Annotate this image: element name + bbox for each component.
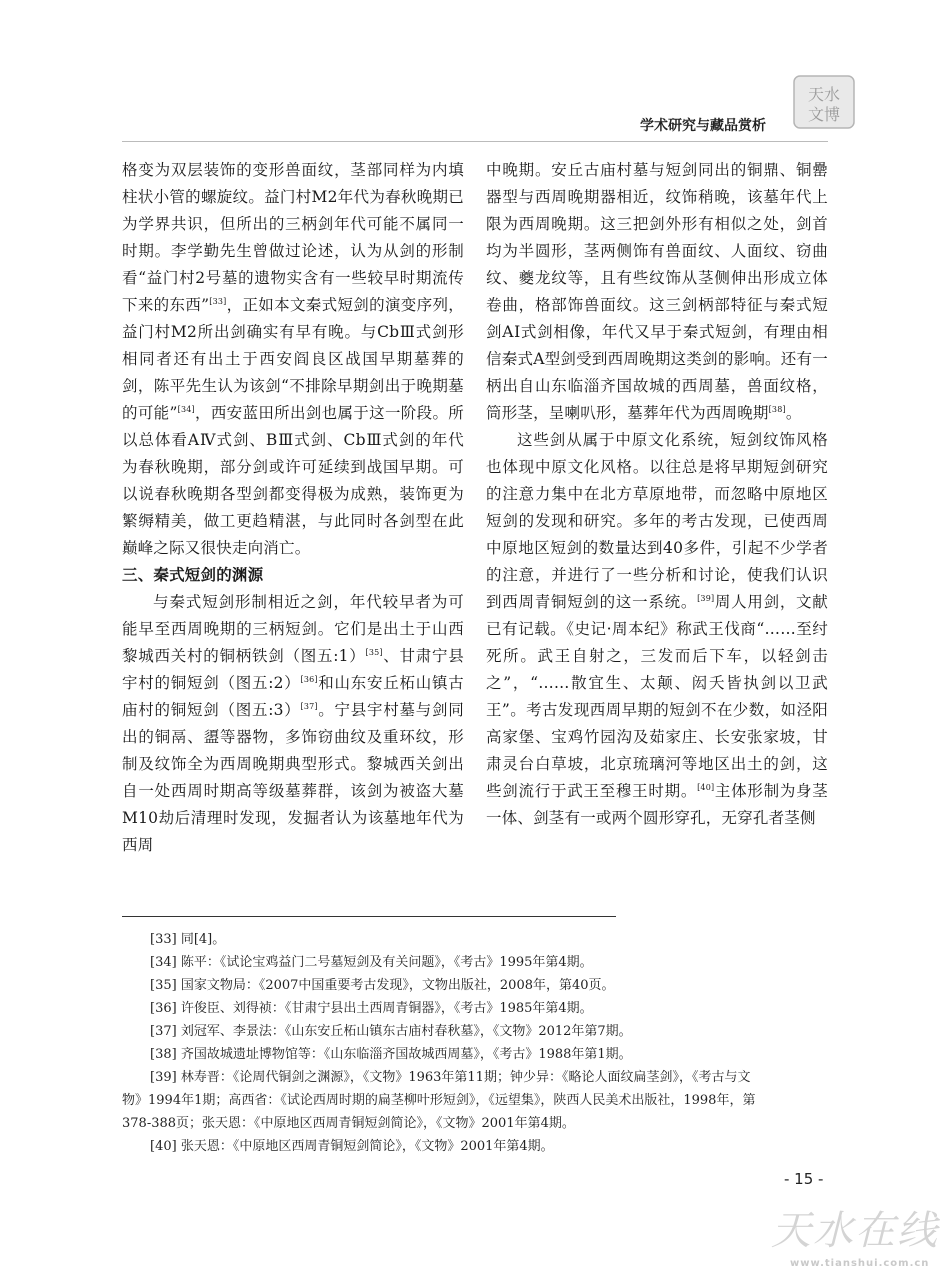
paragraph-text: 中晚期。安丘古庙村墓与短剑同出的铜鼎、铜罍器型与西周晚期器相近，纹饰稍晚，该墓年代上限为西周晚期。这三把剑外形有相似之处，剑首均为半圆形，茎两侧饰有兽面纹、人面纹、窃曲纹、夔龙纹等，且有些纹饰从茎侧伸出形成立体卷曲，格部饰兽面纹。这三剑柄部特征与秦式短剑AⅠ式剑相像，年代又早于秦式短剑，有理由相信秦式A型剑受到西周晚期这类剑的影响。还有一柄出自山东临淄齐国故城的西周墓，兽面纹格，筒形茎，呈喇叭形，墓葬年代为西周晚期 [486, 161, 828, 422]
watermark-logo [770, 1198, 940, 1258]
footnote-ref[interactable]: [33] [209, 296, 227, 306]
paragraph-text: 和山东安丘柘山镇古庙村的铜短剑（图五:3） [122, 674, 464, 719]
footnote: [36] 许俊臣、刘得祯：《甘肃宁县出土西周青铜器》，《考古》1985年第4期。 [150, 1001, 593, 1016]
footnote-ref[interactable]: [35] [365, 647, 383, 657]
svg-text:天水在线: 天水在线 [771, 1208, 939, 1254]
footnotes [122, 928, 830, 1158]
footnote: [33] 同[4]。 [150, 932, 226, 947]
footnote-ref[interactable]: [37] [300, 701, 318, 711]
footnote: [35] 国家文物局：《2007中国重要考古发现》，文物出版社，2008年，第40页。 [150, 978, 615, 993]
paragraph [122, 157, 464, 562]
paragraph-text: 周人用剑，文献已有记载。《史记·周本纪》称武王伐商“……至纣死所。武王自射之，三发而后下车，以轻剑击之”，“……散宜生、太颠、闳夭皆执剑以卫武王”。考古发现西周早期的短剑不在少数，如泾阳高家堡、宝鸡竹园沟及茹家庄、长安张家坡，甘肃灵台白草坡，北京琉璃河等地区出土的剑，这些剑流行于武王至穆王时期。 [486, 593, 828, 800]
left-column [122, 157, 464, 859]
footnote-ref[interactable]: [36] [300, 674, 318, 684]
paragraph-text: 与秦式短剑形制相近之剑，年代较早者为可能早至西周晚期的三柄短剑。它们是出土于山西黎城西关村的铜柄铁剑（图五:1） [122, 593, 464, 665]
footnote-continuation: 378-388页；张天恩：《中原地区西周青铜短剑简论》，《文物》2001年第4期。 [122, 1116, 575, 1131]
footnote-separator [122, 916, 616, 917]
paragraph [486, 427, 828, 832]
paragraph-text: 。宁县宇村墓与剑同出的铜鬲、盨等器物，多饰窃曲纹及重环纹，形制及纹饰全为西周晚期典型形式。黎城西关剑出自一处西周时期高等级墓葬群，该剑为被盗大墓M10劫后清理时发现，发掘者认为该墓地年代为西周 [122, 701, 464, 854]
paragraph-text: 格变为双层装饰的变形兽面纹，茎部同样为内填柱状小管的螺旋纹。益门村M2年代为春秋晚期已为学界共识，但所出的三柄剑年代可能不属同一时期。李学勤先生曾做过论述，认为从剑的形制看“益门村2号墓的遗物实含有一些较早时期流传下来的东西” [122, 161, 464, 314]
footnote: [37] 刘冠军、李景法：《山东安丘柘山镇东古庙村春秋墓》，《文物》2012年第7期。 [150, 1024, 632, 1039]
paragraph-text: 。 [785, 404, 802, 422]
footnote-ref[interactable]: [39] [697, 593, 715, 603]
footnote: [40] 张天恩：《中原地区西周青铜短剑简论》，《文物》2001年第4期。 [150, 1139, 554, 1154]
footnote-continuation: 物》1994年1期；高西省：《试论西周时期的扁茎柳叶形短剑》，《远望集》，陕西人民美术出版社，1998年，第 [122, 1093, 756, 1108]
svg-text:天水: 天水 [807, 85, 841, 104]
logo-seal [788, 72, 860, 132]
footnote: [34] 陈平：《试论宝鸡益门二号墓短剑及有关问题》，《考古》1995年第4期。 [150, 955, 593, 970]
paragraph-text: 、甘肃宁县宇村的铜短剑（图五:2） [122, 647, 464, 692]
footnote-ref[interactable]: [38] [768, 404, 786, 414]
running-header-title: 学术研究与藏品赏析 [640, 118, 766, 134]
paragraph-text: ，正如本文秦式短剑的演变序列，益门村M2所出剑确实有早有晚。与CbⅢ式剑形相同者还有出土于西安阎良区战国早期墓葬的剑，陈平先生认为该剑“不排除早期剑出于晚期墓的可能” [122, 296, 464, 422]
paragraph [486, 157, 828, 427]
svg-text:文博: 文博 [807, 105, 841, 124]
footnote-ref[interactable]: [34] [177, 404, 195, 414]
header-rule [122, 141, 828, 142]
right-column [486, 157, 828, 832]
section-heading: 三、秦式短剑的渊源 [122, 566, 264, 584]
paragraph-text: ，西安蓝田所出剑也属于这一阶段。所以总体看AⅣ式剑、BⅢ式剑、CbⅢ式剑的年代为春秋晚期，部分剑或许可延续到战国早期。可以说春秋晚期各型剑都变得极为成熟，装饰更为繁缛精美，做工更趋精湛，与此同时各剑型在此巅峰之际又很快走向消亡。 [122, 404, 464, 557]
page-number: - 15 - [784, 1170, 824, 1188]
paragraph-text: 这些剑从属于中原文化系统，短剑纹饰风格也体现中原文化风格。以往总是将早期短剑研究的注意力集中在北方草原地带，而忽略中原地区短剑的发现和研究。多年的考古发现，已使西周中原地区短剑的数量达到40多件，引起不少学者的注意，并进行了一些分析和讨论，使我们认识到西周青铜短剑的这一系统。 [486, 431, 828, 611]
footnote: [39] 林寿晋：《论周代铜剑之渊源》，《文物》1963年第11期；钟少异：《略论人面纹扁茎剑》，《考古与文 [150, 1070, 751, 1085]
paragraph [122, 589, 464, 859]
footnote: [38] 齐国故城遗址博物馆等：《山东临淄齐国故城西周墓》，《考古》1988年第1期。 [150, 1047, 632, 1062]
paragraph-text: 主体形制为身茎一体、剑茎有一或两个圆形穿孔，无穿孔者茎侧 [486, 782, 828, 827]
watermark-url: www.tianshui.com.cn [790, 1258, 930, 1269]
footnote-ref[interactable]: [40] [697, 782, 715, 792]
